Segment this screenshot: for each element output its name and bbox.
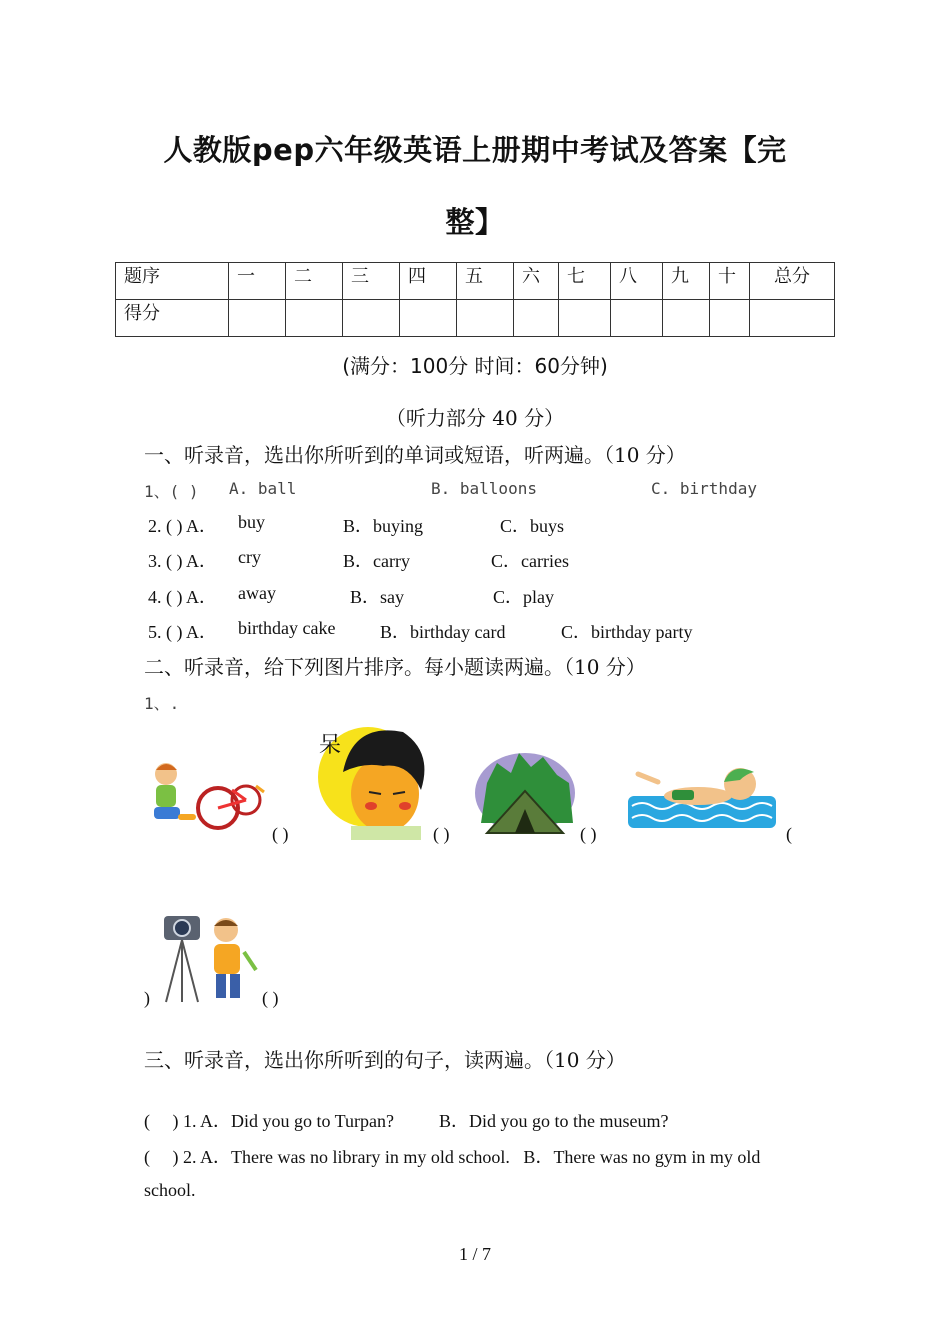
q4-option-c: C．play: [493, 587, 554, 607]
q1-option-b: B. balloons: [431, 479, 537, 498]
score-input-cell: [750, 300, 835, 337]
score-table: [115, 262, 835, 337]
table-cell: 十: [710, 263, 750, 300]
listening-part-label: （听力部分 40 分）: [385, 406, 565, 430]
photographer-illustration: [160, 912, 260, 1006]
table-cell: 五: [457, 263, 514, 300]
score-input-cell: [343, 300, 400, 337]
score-input-cell: [286, 300, 343, 337]
q5-option-b: B．birthday card: [380, 622, 506, 642]
q2-option-c: C．buys: [500, 516, 565, 536]
q4-option-b: B．say: [350, 587, 404, 607]
score-input-cell: [710, 300, 750, 337]
s3-q2: ( ) 2. A．There was no library in my old school. B．There was no gym in my old: [144, 1147, 761, 1167]
q5-number: 5. ( ) A．: [148, 622, 217, 642]
q4-option-a: away: [238, 583, 276, 603]
score-input-cell: [559, 300, 611, 337]
table-cell: 一: [229, 263, 286, 300]
q1-number: 1、( ): [144, 482, 199, 501]
table-cell: 总分: [750, 263, 835, 300]
q1-option-c: C. birthday: [651, 479, 757, 498]
q2-option-a: buy: [238, 512, 265, 532]
page-title: 人教版pep六年级英语上册期中考试及答案【完: [163, 133, 787, 167]
table-cell: 八: [611, 263, 663, 300]
q3-number: 3. ( ) A．: [148, 551, 217, 571]
table-cell: 三: [343, 263, 400, 300]
sleepy-boy-illustration: [313, 722, 433, 840]
table-cell: 得分: [116, 300, 229, 337]
q5-option-a: birthday cake: [238, 618, 336, 638]
q4-number: 4. ( ) A．: [148, 587, 217, 607]
svg-text:呆: 呆: [319, 733, 342, 758]
s3-q2-continued: school.: [144, 1180, 196, 1200]
boy-with-bike-illustration: [148, 760, 266, 834]
page-number: 1 / 7: [458, 1244, 491, 1264]
table-cell: 四: [400, 263, 457, 300]
section3-heading: 三、听录音，选出你所听到的句子，读两遍。（10 分）: [144, 1048, 626, 1072]
score-input-cell: [611, 300, 663, 337]
score-table-score-row: [116, 300, 835, 337]
picture-answer-blank-open[interactable]: (: [786, 824, 792, 844]
q2-number: 2. ( ) A．: [148, 516, 217, 536]
exam-meta: (满分：100分 时间：60分钟): [342, 354, 608, 378]
q5-option-c: C．birthday party: [561, 622, 693, 642]
table-cell: 九: [663, 263, 710, 300]
table-cell: 六: [514, 263, 559, 300]
picture-answer-blank[interactable]: ( ): [272, 824, 289, 844]
q1-option-a: A. ball: [229, 479, 297, 498]
q3-option-c: C．carries: [491, 551, 569, 571]
table-cell: 题序: [116, 263, 229, 300]
page-title-continued: 整】: [445, 205, 505, 239]
swimming-boy-illustration: [628, 760, 776, 830]
score-input-cell: [663, 300, 710, 337]
picture-answer-blank[interactable]: ( ): [580, 824, 597, 844]
table-cell: 七: [559, 263, 611, 300]
score-input-cell: [229, 300, 286, 337]
s3-q1: ( ) 1. A．Did you go to Turpan? B．Did you go to the museum?: [144, 1111, 669, 1131]
score-table-header-row: [116, 263, 835, 300]
section2-heading: 二、听录音，给下列图片排序。每小题读两遍。（10 分）: [144, 655, 646, 679]
picture-answer-blank[interactable]: ( ): [262, 988, 279, 1008]
score-input-cell: [457, 300, 514, 337]
q3-option-b: B．carry: [343, 551, 410, 571]
q2-option-b: B．buying: [343, 516, 424, 536]
s2-q1-number: 1、.: [144, 694, 180, 713]
picture-answer-blank-close[interactable]: ): [144, 988, 150, 1008]
score-input-cell: [514, 300, 559, 337]
table-cell: 二: [286, 263, 343, 300]
score-input-cell: [400, 300, 457, 337]
picture-answer-blank[interactable]: ( ): [433, 824, 450, 844]
q3-option-a: cry: [238, 547, 261, 567]
tent-illustration: [473, 753, 577, 837]
section1-heading: 一、听录音，选出你所听到的单词或短语，听两遍。（10 分）: [144, 443, 686, 467]
